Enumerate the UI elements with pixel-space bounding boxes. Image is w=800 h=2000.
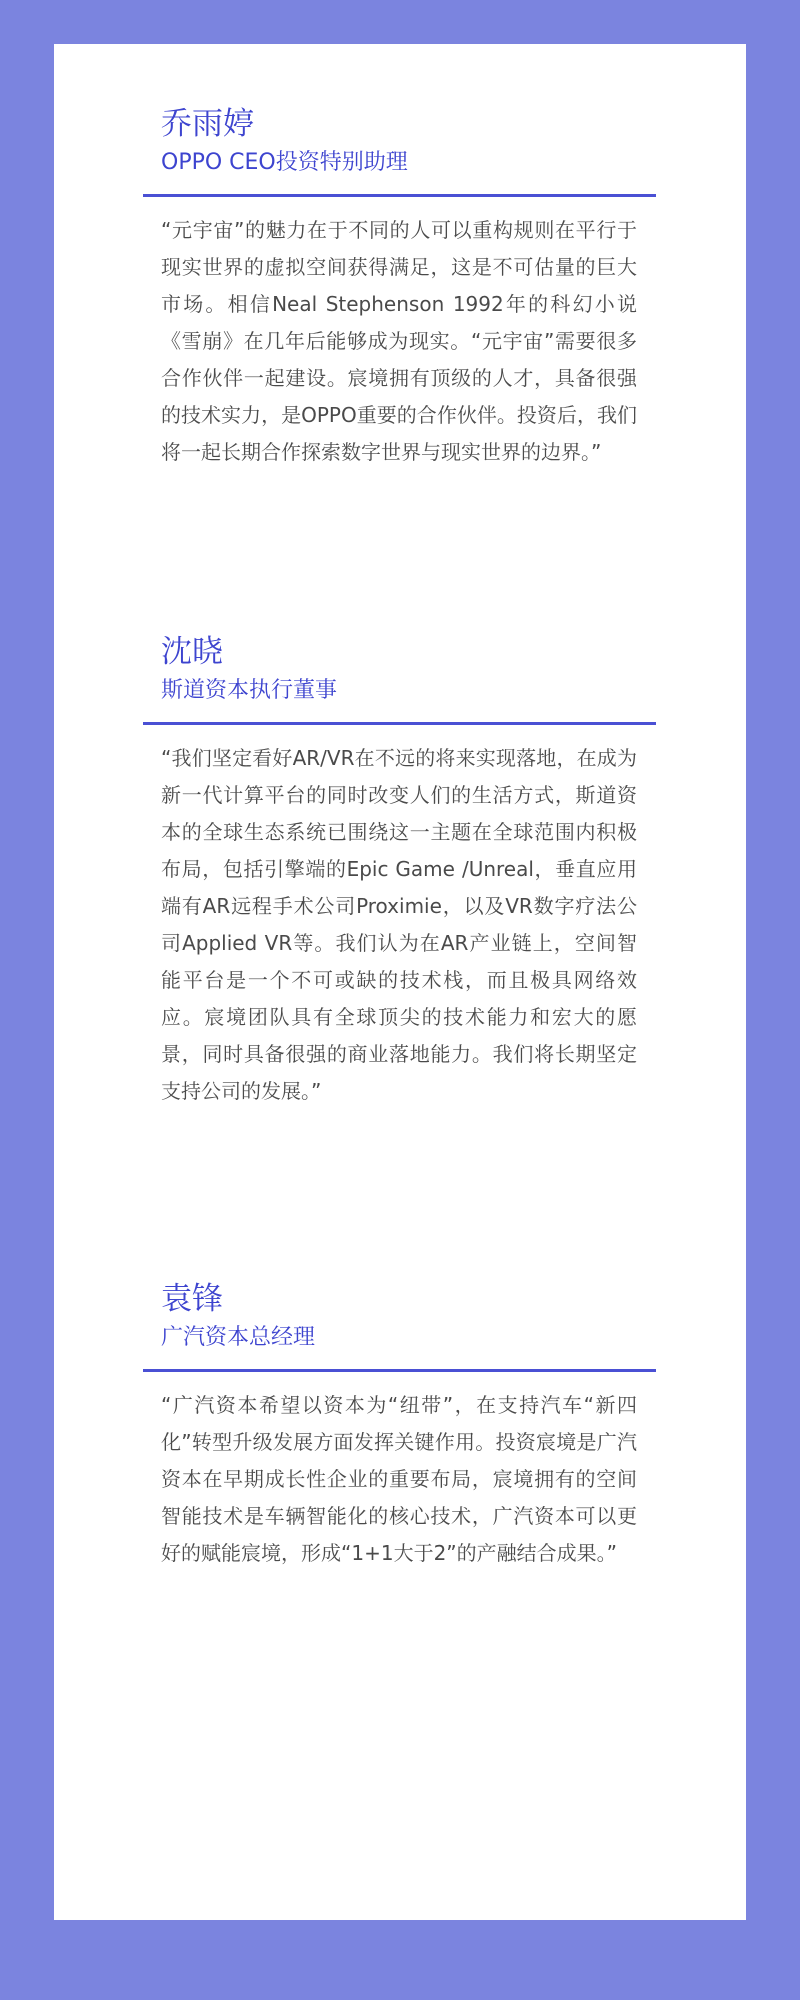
speaker-name: 沈晓 [161, 634, 223, 670]
speaker-quote: “广汽资本希望以资本为“纽带”，在支持汽车“新四化”转型升级发展方面发挥关键作用。投资宸境是广汽资本在早期成长性企业的重要布局，宸境拥有的空间智能技术是车辆智能化的核心技术，广汽资本可以更好的赋能宸境，形成“1+1大于2”的产融结合成果。” [161, 1393, 637, 1565]
section-divider [143, 194, 656, 197]
speaker-title: 斯道资本执行董事 [161, 678, 338, 703]
section-divider [143, 1369, 656, 1372]
section-divider [143, 722, 656, 725]
content-card [54, 44, 746, 1920]
speaker-title: 广汽资本总经理 [161, 1325, 316, 1350]
speaker-name: 乔雨婷 [161, 106, 254, 142]
speaker-quote: “我们坚定看好AR/VR在不远的将来实现落地，在成为新一代计算平台的同时改变人们的生活方式，斯道资本的全球生态系统已围绕这一主题在全球范围内积极布局，包括引擎端的Epic Game /Unreal，垂直应用端有AR远程手术公司Proximie，以及VR数字疗法公司Applied VR等。我们认为在AR产业链上，空间智能平台是一个不可或缺的技术栈，而且极具网络效应。宸境团队具有全球顶尖的技术能力和宏大的愿景，同时具备很强的商业落地能力。我们将长期坚定支持公司的发展。” [161, 746, 637, 1103]
speaker-name: 袁锋 [161, 1281, 223, 1317]
speaker-quote: “元宇宙”的魅力在于不同的人可以重构规则在平行于现实世界的虚拟空间获得满足，这是不可估量的巨大市场。相信Neal Stephenson 1992年的科幻小说《雪崩》在几年后能够成为现实。“元宇宙”需要很多合作伙伴一起建设。宸境拥有顶级的人才，具备很强的技术实力，是OPPO重要的合作伙伴。投资后，我们将一起长期合作探索数字世界与现实世界的边界。” [161, 218, 637, 464]
speaker-title: OPPO CEO投资特别助理 [161, 150, 408, 175]
